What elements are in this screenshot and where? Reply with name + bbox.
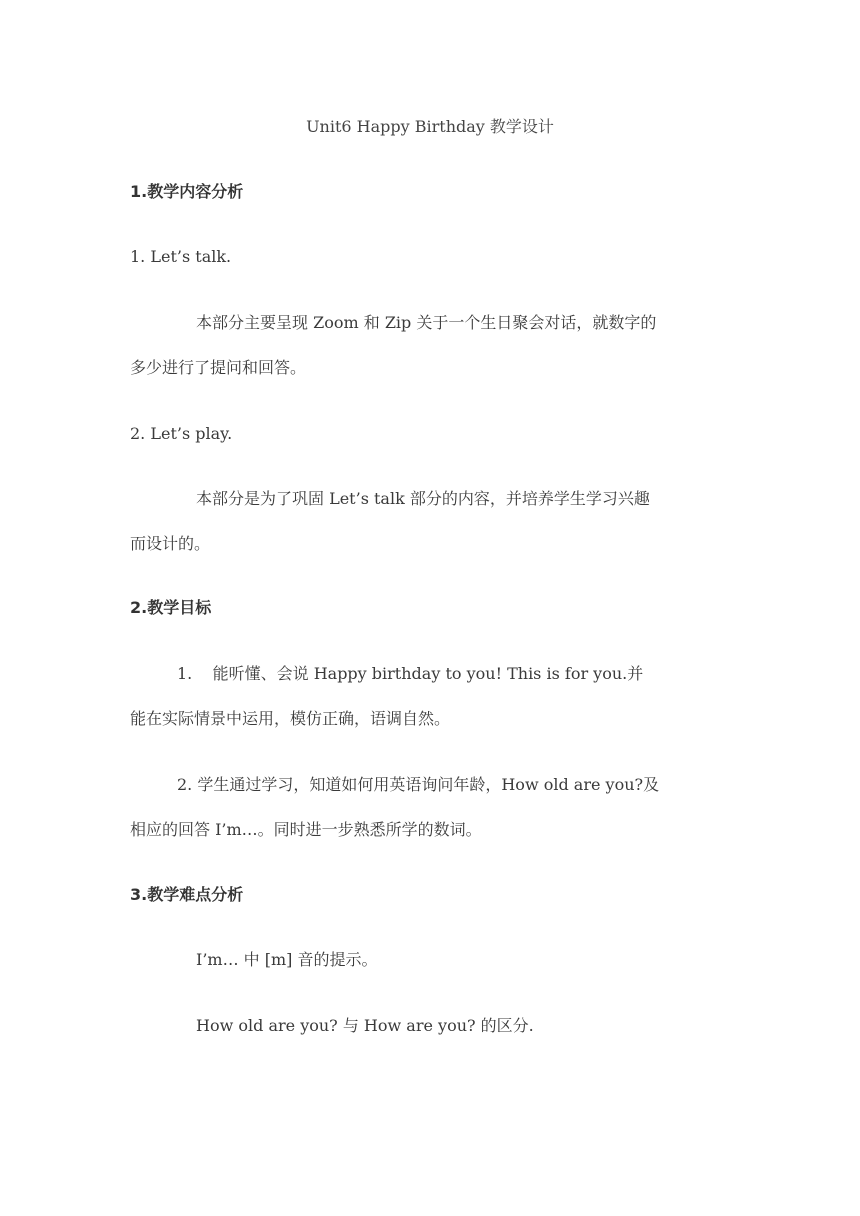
section-heading-teaching-goals: 2.教学目标 (130, 598, 212, 617)
item-text-lets-talk-line1: 本部分主要呈现 Zoom 和 Zip 关于一个生日聚会对话，就数字的 (196, 313, 657, 332)
item-text-lets-play-line1: 本部分是为了巩固 Let’s talk 部分的内容，并培养学生学习兴趣 (196, 489, 650, 508)
goal-1-line1: 1. 能听懂、会说 Happy birthday to you! This is for you.并 (177, 664, 644, 683)
section-heading-content-analysis: 1.教学内容分析 (130, 182, 244, 201)
document-title: Unit6 Happy Birthday 教学设计 (306, 117, 554, 136)
difficulty-point-1: I’m… 中 [m] 音的提示。 (196, 950, 378, 969)
difficulty-point-2: How old are you? 与 How are you? 的区分. (196, 1016, 534, 1035)
item-text-lets-play-line2: 而设计的。 (130, 534, 211, 553)
section-heading-difficulties: 3.教学难点分析 (130, 885, 244, 904)
goal-1-line2: 能在实际情景中运用，模仿正确，语调自然。 (130, 709, 451, 728)
goal-2-line2: 相应的回答 I’m…。同时进一步熟悉所学的数词。 (130, 820, 482, 839)
item-label-lets-talk: 1. Let’s talk. (130, 247, 232, 266)
item-label-lets-play: 2. Let’s play. (130, 424, 233, 443)
item-text-lets-talk-line2: 多少进行了提问和回答。 (130, 358, 307, 377)
goal-2-line1: 2. 学生通过学习，知道如何用英语询问年龄，How old are you?及 (177, 775, 660, 794)
